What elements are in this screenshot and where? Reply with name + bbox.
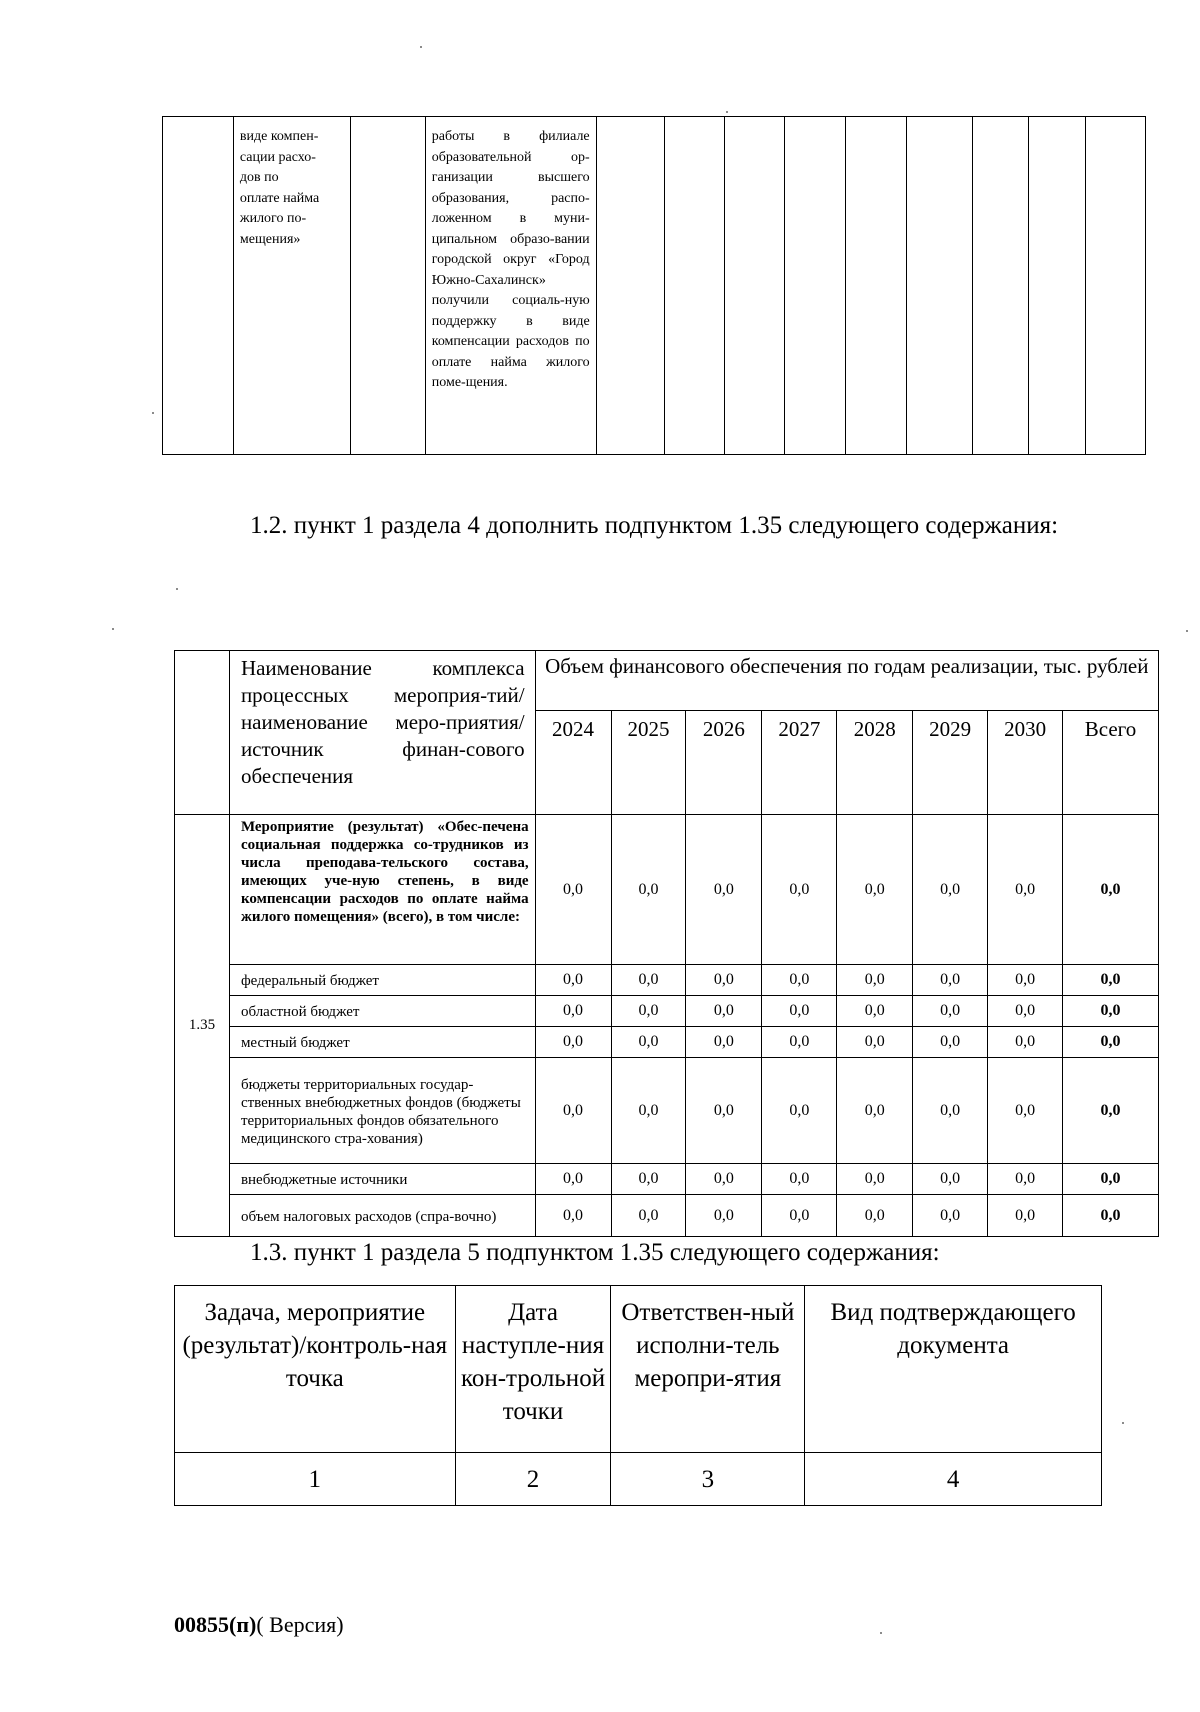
total-cell: 0,0 bbox=[1063, 965, 1159, 996]
row-label: бюджеты территориальных государ-ственных внебюджетных фондов (бюджеты территориальных фондов обязательного медицинского стра-хования) bbox=[229, 1058, 535, 1164]
header-task: Задача, мероприятие (результат)/контроль-ная точка bbox=[175, 1286, 456, 1453]
result-text: работы в филиале образовательной ор-ганизации высшего образования, распо-ложенном в муни-ципальном образо-вании городской округ «Город Южно-Сахалинск» получили социаль-ную поддержку в виде компенсации расходов по оплате найма жилого поме-щения. bbox=[431, 129, 590, 390]
value-cell: 0,0 bbox=[913, 1058, 988, 1164]
code-cell: 1.35 bbox=[175, 815, 230, 1237]
value-cell: 0,0 bbox=[988, 1027, 1063, 1058]
empty-cell bbox=[163, 117, 234, 455]
header-date: Дата наступле-ния кон-трольной точки bbox=[455, 1286, 611, 1453]
value-cell: 0,0 bbox=[988, 996, 1063, 1027]
control-points-table bbox=[174, 1285, 1102, 1506]
value-cell: 0,0 bbox=[913, 1195, 988, 1237]
year-header: 2027 bbox=[762, 711, 837, 815]
value-cell: 0,0 bbox=[762, 965, 837, 996]
empty-cell bbox=[350, 117, 425, 455]
value-cell: 0,0 bbox=[535, 1164, 611, 1195]
value-cell: 0,0 bbox=[535, 1058, 611, 1164]
value-cell: 0,0 bbox=[837, 1195, 913, 1237]
year-header: 2025 bbox=[611, 711, 686, 815]
value-cell: 0,0 bbox=[837, 815, 913, 965]
value-cell: 0,0 bbox=[988, 1164, 1063, 1195]
paragraph-1-2: 1.2. пункт 1 раздела 4 дополнить подпунктом 1.35 следующего содержания: bbox=[250, 512, 1059, 539]
value-cell: 0,0 bbox=[535, 996, 611, 1027]
document-code: 00855(п) bbox=[174, 1612, 257, 1637]
year-header: 2026 bbox=[686, 711, 762, 815]
value-cell: 0,0 bbox=[837, 1027, 913, 1058]
value-cell: 0,0 bbox=[837, 996, 913, 1027]
total-cell: 0,0 bbox=[1063, 1164, 1159, 1195]
value-cell: 0,0 bbox=[686, 965, 762, 996]
row-label: федеральный бюджет bbox=[229, 965, 535, 996]
value-cell: 0,0 bbox=[913, 1164, 988, 1195]
value-cell: 0,0 bbox=[535, 1195, 611, 1237]
empty-cell bbox=[907, 117, 973, 455]
value-cell: 0,0 bbox=[611, 1058, 686, 1164]
total-cell: 0,0 bbox=[1063, 1195, 1159, 1237]
row-label: объем налоговых расходов (спра-вочно) bbox=[229, 1195, 535, 1237]
empty-cell bbox=[846, 117, 907, 455]
value-cell: 0,0 bbox=[988, 1195, 1063, 1237]
year-header: 2024 bbox=[535, 711, 611, 815]
column-number: 4 bbox=[805, 1453, 1102, 1506]
value-cell: 0,0 bbox=[686, 815, 762, 965]
column-number: 1 bbox=[175, 1453, 456, 1506]
scan-speck bbox=[1186, 630, 1188, 632]
empty-cell bbox=[1086, 117, 1146, 455]
empty-cell bbox=[1029, 117, 1086, 455]
header-name-cell bbox=[229, 651, 535, 815]
financing-table bbox=[174, 650, 1159, 1237]
document-version: ( Версия) bbox=[256, 1612, 344, 1637]
scan-speck bbox=[112, 628, 114, 630]
year-header: 2029 bbox=[913, 711, 988, 815]
value-cell: 0,0 bbox=[988, 815, 1063, 965]
result-cell bbox=[425, 117, 596, 455]
year-header: 2028 bbox=[837, 711, 913, 815]
value-cell: 0,0 bbox=[837, 1058, 913, 1164]
value-cell: 0,0 bbox=[611, 1027, 686, 1058]
value-cell: 0,0 bbox=[837, 1164, 913, 1195]
value-cell: 0,0 bbox=[686, 996, 762, 1027]
value-cell: 0,0 bbox=[535, 1027, 611, 1058]
empty-cell bbox=[785, 117, 846, 455]
value-cell: 0,0 bbox=[611, 1164, 686, 1195]
value-cell: 0,0 bbox=[611, 996, 686, 1027]
row-label: местный бюджет bbox=[229, 1027, 535, 1058]
document-footer bbox=[174, 1612, 344, 1638]
value-cell: 0,0 bbox=[837, 965, 913, 996]
value-cell: 0,0 bbox=[762, 1195, 837, 1237]
total-cell: 0,0 bbox=[1063, 815, 1159, 965]
measure-name-cell bbox=[233, 117, 350, 455]
value-cell: 0,0 bbox=[686, 1195, 762, 1237]
value-cell: 0,0 bbox=[686, 1027, 762, 1058]
value-cell: 0,0 bbox=[686, 1164, 762, 1195]
value-cell: 0,0 bbox=[762, 815, 837, 965]
continuation-table bbox=[162, 116, 1146, 455]
header-name-text: Наименование комплекса процессных мероприя-тий/наименование меро-приятия/источник финан-сового обеспечения bbox=[240, 656, 525, 788]
empty-cell bbox=[664, 117, 725, 455]
value-cell: 0,0 bbox=[762, 1058, 837, 1164]
year-header: 2030 bbox=[988, 711, 1063, 815]
scan-speck bbox=[176, 588, 178, 590]
measure-name-text: виде компен- сации расхо- дов по оплате найма жилого по- мещения» bbox=[239, 129, 320, 247]
scan-speck bbox=[1122, 1422, 1124, 1424]
value-cell: 0,0 bbox=[611, 965, 686, 996]
empty-cell bbox=[973, 117, 1029, 455]
row-label: Мероприятие (результат) «Обес-печена социальная поддержка со-трудников из числа преподава-тельского состава, имеющих уче-ную степень, в виде компенсации расходов по оплате найма жилого помещения» (всего), в том числе: bbox=[229, 815, 535, 965]
value-cell: 0,0 bbox=[535, 815, 611, 965]
total-cell: 0,0 bbox=[1063, 996, 1159, 1027]
value-cell: 0,0 bbox=[913, 996, 988, 1027]
value-cell: 0,0 bbox=[988, 965, 1063, 996]
value-cell: 0,0 bbox=[913, 965, 988, 996]
value-cell: 0,0 bbox=[762, 996, 837, 1027]
value-cell: 0,0 bbox=[913, 815, 988, 965]
header-executor: Ответствен-ный исполни-тель меропри-ятия bbox=[611, 1286, 805, 1453]
total-header: Всего bbox=[1063, 711, 1159, 815]
column-number: 2 bbox=[455, 1453, 611, 1506]
header-volume-cell bbox=[535, 651, 1158, 711]
column-number: 3 bbox=[611, 1453, 805, 1506]
header-document: Вид подтверждающего документа bbox=[805, 1286, 1102, 1453]
scan-speck bbox=[726, 111, 728, 113]
value-cell: 0,0 bbox=[535, 965, 611, 996]
total-cell: 0,0 bbox=[1063, 1058, 1159, 1164]
empty-cell bbox=[725, 117, 785, 455]
value-cell: 0,0 bbox=[762, 1027, 837, 1058]
value-cell: 0,0 bbox=[611, 815, 686, 965]
paragraph-1-3: 1.3. пункт 1 раздела 5 подпунктом 1.35 следующего содержания: bbox=[250, 1239, 940, 1266]
value-cell: 0,0 bbox=[762, 1164, 837, 1195]
value-cell: 0,0 bbox=[686, 1058, 762, 1164]
row-label: областной бюджет bbox=[229, 996, 535, 1027]
value-cell: 0,0 bbox=[611, 1195, 686, 1237]
value-cell: 0,0 bbox=[913, 1027, 988, 1058]
empty-cell bbox=[596, 117, 664, 455]
row-label: внебюджетные источники bbox=[229, 1164, 535, 1195]
total-cell: 0,0 bbox=[1063, 1027, 1159, 1058]
value-cell: 0,0 bbox=[988, 1058, 1063, 1164]
scan-speck bbox=[420, 46, 422, 48]
header-volume-text: Объем финансового обеспечения по годам реализации, тыс. рублей bbox=[545, 654, 1149, 678]
code-header-cell bbox=[175, 651, 230, 815]
scan-speck bbox=[880, 1632, 882, 1634]
scan-speck bbox=[152, 412, 154, 414]
